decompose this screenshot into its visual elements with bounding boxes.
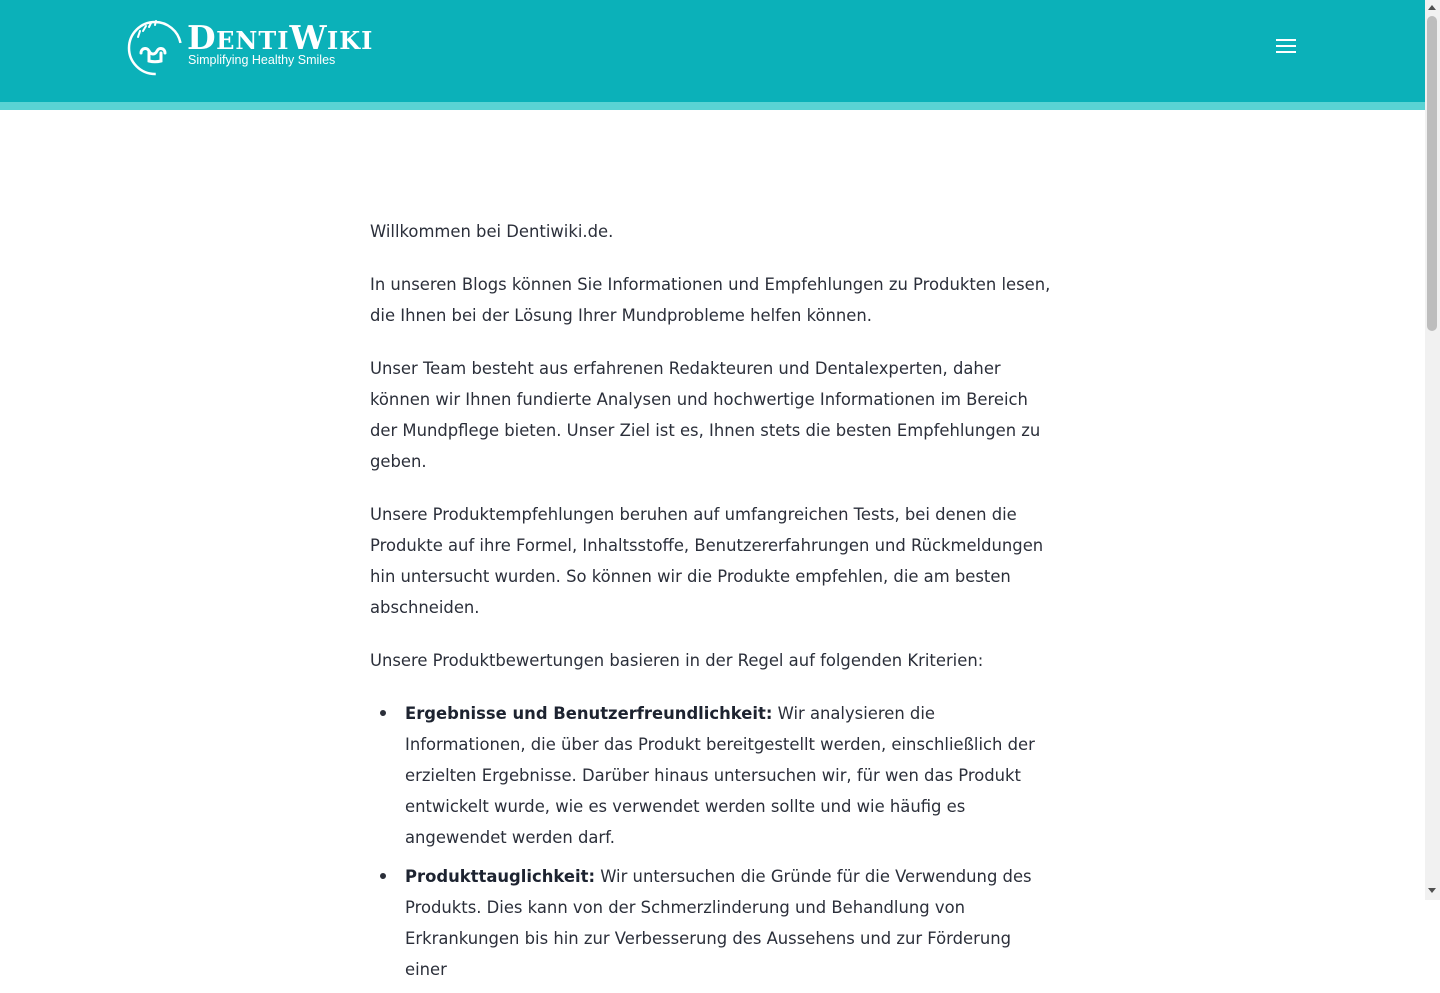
brand-name: DENTIWIKI xyxy=(187,18,374,57)
scroll-up-arrow-icon[interactable] xyxy=(1428,5,1436,10)
vertical-scrollbar[interactable] xyxy=(1425,0,1440,900)
header-accent-strip xyxy=(0,102,1425,110)
tooth-logo-icon xyxy=(125,17,185,77)
list-item xyxy=(405,861,1056,985)
bullet-icon xyxy=(380,873,386,879)
blogs-paragraph: In unseren Blogs können Sie Informationen und Empfehlungen zu Produkten lesen, die Ihnen bei der Lösung Ihrer Mundprobleme helfen können. xyxy=(370,275,1051,325)
list-item xyxy=(405,698,1056,853)
scroll-down-arrow-icon[interactable] xyxy=(1428,888,1436,893)
scrollbar-thumb[interactable] xyxy=(1427,16,1437,331)
criterion-text: Wir analysieren die Informationen, die über das Produkt bereitgestellt werden, einschließlich der erzielten Ergebnisse. Darüber hinaus untersuchen wir, für wen das Produkt entwickelt wurde, wie es verwendet werden sollte und wie häufig es angewendet werden darf. xyxy=(405,704,1035,847)
site-header xyxy=(0,0,1425,102)
criterion-title: Produkttauglichkeit: xyxy=(405,867,595,886)
tests-paragraph: Unsere Produktempfehlungen beruhen auf umfangreichen Tests, bei denen die Produkte auf ihre Formel, Inhaltsstoffe, Benutzererfahrungen und Rückmeldungen hin untersucht wurden. So können wir die Produkte empfehlen, die am besten abschneiden. xyxy=(370,505,1044,617)
criteria-list xyxy=(370,698,1056,985)
dentiwiki-logo[interactable] xyxy=(125,17,374,79)
bullet-icon xyxy=(380,710,386,716)
article-content xyxy=(370,216,1056,993)
criterion-title: Ergebnisse und Benutzerfreundlichkeit: xyxy=(405,704,773,723)
team-paragraph: Unser Team besteht aus erfahrenen Redakteuren und Dentalexperten, daher können wir Ihnen fundierte Analysen und hochwertige Informationen im Bereich der Mundpflege bieten. Unser Ziel ist es, Ihnen stets die besten Empfehlungen zu geben. xyxy=(370,359,1041,471)
criteria-intro-paragraph: Unsere Produktbewertungen basieren in der Regel auf folgenden Kriterien: xyxy=(370,651,984,670)
hamburger-menu-icon[interactable] xyxy=(1270,32,1302,60)
intro-paragraph: Willkommen bei Dentiwiki.de. xyxy=(370,222,614,241)
criterion-text: Wir untersuchen die Gründe für die Verwendung des Produkts. Dies kann von der Schmerzlinderung und Behandlung von Erkrankungen bis hin zur Verbesserung des Aussehens und zur Förderung einer xyxy=(405,867,1032,979)
brand-tagline: Simplifying Healthy Smiles xyxy=(188,53,336,67)
